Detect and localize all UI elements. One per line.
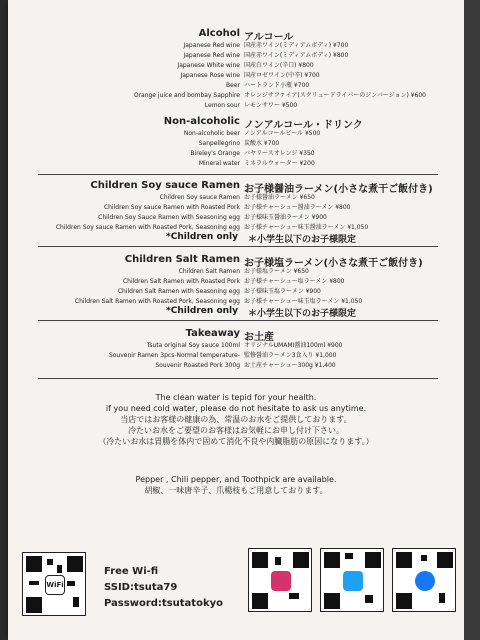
list-item: Beer bbox=[226, 82, 240, 89]
twitter-icon bbox=[343, 571, 363, 591]
list-item: ノンアルコールビール ¥500 bbox=[244, 130, 321, 137]
note-line: The clean water is tepid for your health. bbox=[155, 393, 317, 402]
list-item: オレンジサファイア(スクリュードライバーのジンバージョン) ¥600 bbox=[244, 92, 426, 99]
divider bbox=[38, 320, 438, 321]
list-item: Children Soy sauce Ramen with Roasted Pork bbox=[103, 204, 240, 211]
soy-children-only-jp: ＊小学生以下のお子様限定 bbox=[248, 235, 357, 245]
note-line: 胡椒、一味唐辛子、爪楊枝もご用意しております。 bbox=[144, 486, 328, 495]
instagram-qr-code[interactable] bbox=[248, 548, 312, 612]
list-item: Children Salt Ramen with Roasted Pork bbox=[122, 278, 240, 285]
nonalcoholic-title-en: Non-alcoholic bbox=[163, 116, 240, 127]
list-item: Sanpellegrino bbox=[198, 140, 240, 147]
list-item: Bireley's Orange bbox=[190, 150, 240, 157]
wifi-ssid-label: Free Wi-fi bbox=[104, 566, 159, 577]
list-item: Orange juice and bombay Sapphire bbox=[133, 92, 240, 99]
list-item: Tsuta original Soy sauce 100ml bbox=[146, 342, 240, 349]
note-line: 冷たいお水をご要望のお客様はお気軽にお申し付け下さい。 bbox=[128, 426, 344, 435]
list-item: お子様チャーシュー味玉醤油ラーメン ¥1,050 bbox=[244, 224, 369, 231]
list-item: ハートランド小瓶 ¥700 bbox=[244, 82, 310, 89]
facebook-icon bbox=[415, 571, 435, 591]
list-item: バヤリースオレンジ ¥350 bbox=[244, 150, 315, 157]
list-item: Souvenir Roasted Pork 300g bbox=[155, 362, 240, 369]
soy-title-jp: お子様醤油ラーメン(小さな煮干ご飯付き) bbox=[244, 184, 433, 195]
list-item: ミネラルウォーター ¥200 bbox=[244, 160, 315, 167]
takeaway-title-jp: お土産 bbox=[244, 332, 274, 343]
twitter-qr-code[interactable] bbox=[320, 548, 384, 612]
note-line: （冷たいお水は胃腸を体内で固めて消化不良や内臓脂肪の原因になります。） bbox=[98, 437, 374, 446]
alcohol-title-en: Alcohol bbox=[198, 28, 240, 39]
list-item: Children Salt Ramen with Roasted Pork, Seasoning egg bbox=[74, 298, 240, 305]
instagram-icon bbox=[271, 571, 291, 591]
salt-title-en: Children Salt Ramen bbox=[124, 254, 240, 265]
salt-children-only-en: *Children only bbox=[166, 306, 238, 316]
list-item: Children Soy sauce Ramen bbox=[159, 194, 240, 201]
list-item: Mineral water bbox=[198, 160, 240, 167]
list-item: Japanese Red wine bbox=[183, 42, 240, 49]
wifi-ssid: SSID:tsuta79 bbox=[104, 582, 178, 593]
soy-title-en: Children Soy sauce Ramen bbox=[90, 180, 240, 191]
list-item: Souvenir Ramen 3pcs-Normal temperature- bbox=[108, 352, 240, 359]
nonalcoholic-title-jp: ノンアルコール・ドリンク bbox=[244, 120, 363, 131]
list-item: 国産赤ワイン(ミディアムボディ) ¥800 bbox=[244, 52, 349, 59]
list-item: お子様チャーシュー塩ラーメン ¥800 bbox=[244, 278, 345, 285]
list-item: レモンサワー ¥500 bbox=[244, 102, 298, 109]
condiments-note bbox=[8, 474, 464, 496]
wifi-icon: WiFi bbox=[45, 575, 65, 595]
list-item: Children Salt Ramen bbox=[178, 268, 240, 275]
list-item: Japanese Rose wine bbox=[180, 72, 240, 79]
wifi-password: Password:tsutatokyo bbox=[104, 598, 223, 609]
takeaway-title-en: Takeaway bbox=[185, 328, 240, 339]
menu-page bbox=[8, 0, 464, 640]
wifi-qr-code[interactable] bbox=[22, 552, 86, 616]
list-item: お子様味玉醤油ラーメン ¥900 bbox=[244, 214, 327, 221]
list-item: お子様醤油ラーメン ¥650 bbox=[244, 194, 315, 201]
list-item: お子様チャーシュー味玉塩ラーメン ¥1,050 bbox=[244, 298, 363, 305]
note-line: if you need cold water, please do not hesitate to ask us anytime. bbox=[105, 404, 367, 413]
list-item: Lemon sour bbox=[204, 102, 240, 109]
divider bbox=[38, 174, 438, 175]
salt-children-only-jp: ＊小学生以下のお子様限定 bbox=[248, 309, 357, 319]
list-item: オリジナルUMAMI醤油100ml ¥900 bbox=[244, 342, 343, 349]
note-line: 当店ではお客様の健康の為、常温のお水をご提供しております。 bbox=[120, 415, 352, 424]
background-edge bbox=[464, 0, 480, 640]
soy-children-only-en: *Children only bbox=[166, 232, 238, 242]
list-item: お子様塩ラーメン ¥650 bbox=[244, 268, 309, 275]
list-item: 国産赤ワイン(ミディアムボディ) ¥700 bbox=[244, 42, 349, 49]
divider bbox=[38, 246, 438, 247]
note-line: Pepper , Chili pepper, and Toothpick are available. bbox=[135, 475, 337, 484]
list-item: 炭酸水 ¥700 bbox=[244, 140, 280, 147]
water-note bbox=[8, 392, 464, 447]
list-item: Children Soy Sauce Ramen with Seasoning egg bbox=[98, 214, 240, 221]
list-item: 監修醤油ラーメン3食入り ¥1,000 bbox=[244, 352, 337, 359]
list-item: Japanese Red wine bbox=[183, 52, 240, 59]
list-item: お子様味玉塩ラーメン ¥900 bbox=[244, 288, 321, 295]
list-item: 国産白ワイン(辛口) ¥800 bbox=[244, 62, 314, 69]
list-item: 国産ロゼワイン(中辛) ¥700 bbox=[244, 72, 320, 79]
salt-title-jp: お子様塩ラーメン(小さな煮干ご飯付き) bbox=[244, 258, 423, 269]
list-item: お土産チャーシュー300g ¥1,400 bbox=[244, 362, 336, 369]
list-item: Children Salt Ramen with Seasoning egg bbox=[117, 288, 240, 295]
list-item: Non-alcoholic beer bbox=[183, 130, 240, 137]
list-item: Children Soy sauce Ramen with Roasted Pork, Seasoning egg bbox=[55, 224, 240, 231]
list-item: Japanese White wine bbox=[177, 62, 240, 69]
facebook-qr-code[interactable] bbox=[392, 548, 456, 612]
list-item: お子様チャーシュー醤油ラーメン ¥800 bbox=[244, 204, 351, 211]
divider bbox=[38, 378, 438, 379]
alcohol-title-jp: アルコール bbox=[244, 32, 294, 43]
